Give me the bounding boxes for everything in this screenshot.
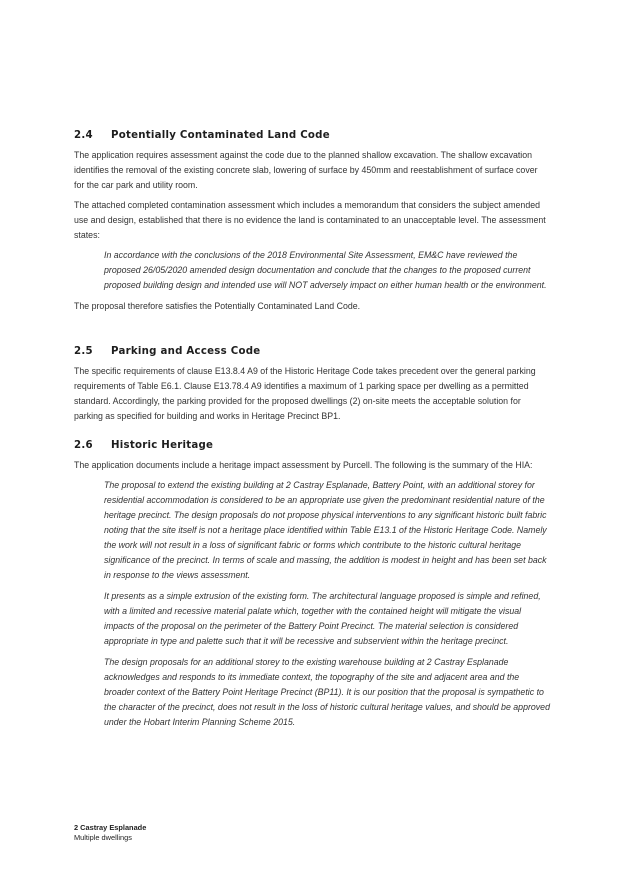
section-title: Potentially Contaminated Land Code: [111, 130, 330, 141]
section-title: Historic Heritage: [111, 440, 214, 451]
paragraph: The application requires assessment against the code due to the planned shallow excavation. The shallow excavation identifies the removal of the existing concrete slab, lowering of surface by 450mm and reestablishment of surface cover for the car park and utility room.: [74, 150, 538, 190]
section-2-4: [74, 130, 550, 319]
paragraph: The proposal therefore satisfies the Potentially Contaminated Land Code.: [74, 301, 361, 311]
block-quote: In accordance with the conclusions of the 2018 Environmental Site Assessment, EM&C have reviewed the proposed 26/05/2020 amended design documentation and conclude that the changes to the proposed current proposed building design and intended use will NOT adversely impact on either human health or the environment.: [104, 250, 547, 290]
section-2-6: [74, 440, 550, 736]
section-heading: [74, 440, 550, 451]
block-quote: The design proposals for an additional storey to the existing warehouse building at 2 Castray Esplanade acknowledges and responds to its immediate context, the topography of the site and adjacent area and the broader context of the Battery Point Heritage Precinct (BP11). It is our position that the proposal is sympathetic to the character of the precinct, does not result in the loss of historic cultural heritage values, and should be approved under the Hobart Interim Planning Scheme 2015.: [104, 657, 550, 727]
section-heading: [74, 346, 550, 357]
section-number: 2.5: [74, 346, 93, 357]
block-quote: It presents as a simple extrusion of the existing form. The architectural language proposed is simple and refined, with a limited and recessive material palate which, together with the contained height will mitigate the visual impacts of the proposal on the perimeter of the Battery Point Precinct. The material selection is considered appropriate in type and palette such that it will be recessive and subservient within the heritage precinct.: [104, 591, 541, 646]
paragraph: The specific requirements of clause E13.8.4 A9 of the Historic Heritage Code takes precedent over the general parking requirements of Table E6.1. Clause E13.78.4 A9 identifies a maximum of 1 parking space per dwelling as a permitted standard. Accordingly, the parking provided for the proposed dwellings (2) on-site meets the acceptable solution for parking as specified for building and works in Heritage Precinct BP1.: [74, 366, 536, 421]
footer-subtitle: Multiple dwellings: [74, 833, 132, 842]
footer-title: 2 Castray Esplanade: [74, 823, 147, 832]
paragraph: The attached completed contamination assessment which includes a memorandum that considers the subject amended use and design, established that there is no evidence the land is contaminated to an unacceptable level. The assessment states:: [74, 200, 546, 240]
section-number: 2.6: [74, 440, 93, 451]
section-heading: [74, 130, 550, 141]
page-footer: [74, 823, 146, 843]
block-quote: The proposal to extend the existing building at 2 Castray Esplanade, Battery Point, with an additional storey for residential accommodation is considered to be an appropriate use given the predominant residential nature of the heritage precinct. The design proposals do not propose physical interventions to any significant historic built fabric noting that the site itself is not a heritage place identified within Table E13.1 of the Historic Heritage Code. Namely the work will not result in a loss of significant fabric or forms which contribute to the historic cultural heritage significance of the precinct. In terms of scale and massing, the addition is modest in height and has been set back in response to the views assessment.: [104, 480, 547, 580]
section-2-5: [74, 346, 550, 429]
paragraph: The application documents include a heritage impact assessment by Purcell. The following is the summary of the HIA:: [74, 460, 533, 470]
section-number: 2.4: [74, 130, 93, 141]
section-title: Parking and Access Code: [111, 346, 261, 357]
